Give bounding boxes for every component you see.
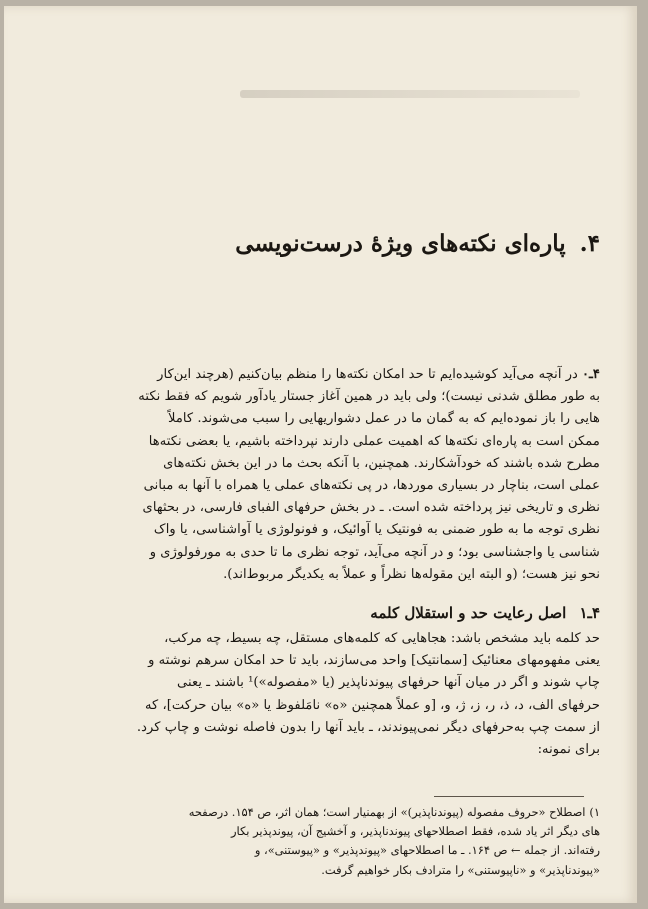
section-title: پاره‌ای نکته‌های ویژهٔ درست‌نویسی: [235, 230, 566, 257]
footnote-line: ۱)اصطلاح «حروف مفصوله (پیوندناپذیر)» از بهمنیار است؛ همان اثر، ص ۱۵۴. درصفحه‌: [188, 805, 600, 819]
text-line: از سمت چپ به‌حرفهای دیگر نمی‌پیوندند، ـ باید آنها را بدون فاصله نوشت و چاپ کرد.: [136, 719, 600, 735]
text-line: ممکن است به پاره‌ای نکته‌ها که اهمیت عملی دارند نپرداخته باشیم، یا بعضی نکته‌ها: [148, 433, 600, 449]
text-line: حد کلمه باید مشخص باشد: هجاهایی که کلمه‌های مستقل، چه بسیط، چه مرکب،: [164, 631, 600, 646]
footnote-line: های دیگر اثر یاد شده، فقط اصطلاحهای پیوندناپذیر، و آخشیج آن، پیوندپذیر بکار: [231, 824, 600, 839]
text-line: برای نمونه:: [537, 742, 600, 758]
footnote-marker: ۱): [589, 805, 600, 819]
footnote-line: رفته‌اند. از جمله ← ص ۱۶۴. ـ ما اصطلاحهای «پیوندپذیر» و «پیوستنی»، و: [254, 843, 600, 858]
text-line: هایی را باز نموده‌ایم که به گمان ما در عمل دشواریهایی را سبب می‌شوند. کاملاً: [167, 411, 600, 427]
text-line: یعنی مفهومهای معنائیک [سمانتیک] واحد می‌سازند، باید تا حد امکان سرهم نوشته و: [148, 653, 600, 669]
text-line: شناسی یا واجشناسی بود؛ و در آنچه می‌آید، توجه نظری ما تا حدی به مورفولوژی و: [149, 544, 600, 560]
text-line: حرفهای الف، د، ذ، ر، ز، ژ، و، [و عملاً همچنین «ه» نامَلفوظ یا «ه» بیان حرکت]، که: [144, 697, 600, 713]
subsection-heading: [82, 604, 600, 622]
text-line: نظری توجه ما به طور ضمنی به فونتیک یا آوائیک، و فونولوژی یا آواشناسی، یا واک‌: [153, 522, 600, 538]
text-line: به طور مطلق شدنی نیست)؛ ولی باید در همین آغاز جستار یادآور شویم که فقط نکته‌: [138, 389, 600, 405]
text-line: نحو نیز هست؛ (و البته این مقوله‌ها نظراً و عملاً به یکدیگر مربوط‌اند).: [223, 566, 600, 582]
subsection-number: ۴ـ۱: [579, 604, 600, 622]
bleed-through-shadow: [240, 90, 580, 98]
text-line: ۴ـ۰در آنچه می‌آید کوشیده‌ایم تا حد امکان نکته‌ها را منظم بیان‌کنیم (هرچند این‌کار: [157, 367, 600, 382]
text-line: نظری و تاریخی نیز پرداخته شده است. ـ در بخش حرفهای الفبای فارسی، در بحثهای: [142, 500, 600, 516]
footnote: [82, 803, 600, 880]
footnote-divider: [434, 796, 584, 797]
subsection-title: اصل رعایت حد و استقلال کلمه: [370, 604, 567, 622]
paragraph-number: ۴ـ۰: [581, 367, 600, 382]
paragraph-word-boundary: [82, 628, 600, 761]
book-page: [4, 6, 637, 903]
section-number: ۴.: [579, 230, 600, 257]
footnote-line: «پیوندناپذیر» و «ناپیوستنی» را مترادف بکار خواهیم گرفت.: [321, 862, 600, 877]
paragraph-intro: [82, 364, 600, 586]
text-line: عملی است، بناچار در بسیاری موردها، در پی نکته‌های عملی یا همراه با آنها به مبانی: [143, 478, 600, 494]
text-line: چاپ شوند و اگر در میان آنها حرفهای پیوندناپذیر (یا «مفصوله»)¹ باشند ـ یعنی: [177, 675, 600, 691]
text-line: مطرح شده باشند که خودآشکارند. همچنین، با آنکه بحث ما در این بخش نکته‌های: [163, 455, 600, 471]
section-heading: [82, 230, 600, 257]
